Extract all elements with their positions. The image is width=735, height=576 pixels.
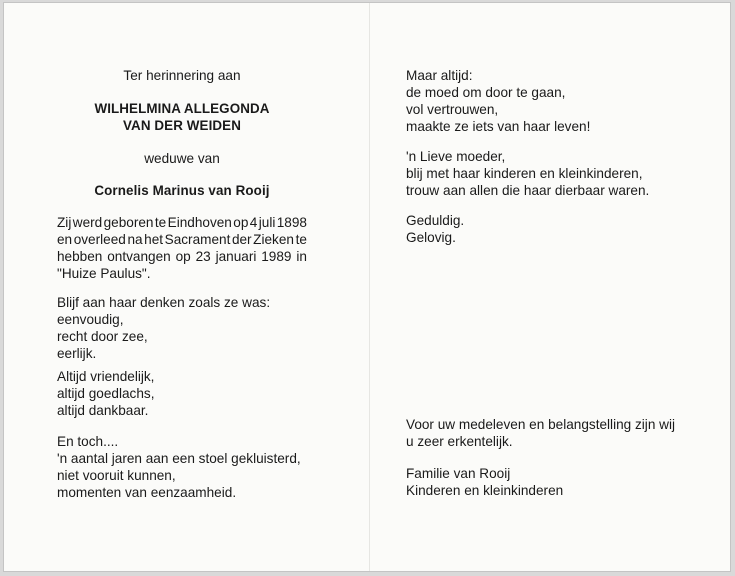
poem-line: de moed om door te gaan, [406,85,566,100]
deceased-name-line1: WILHELMINA ALLEGONDA [94,101,270,116]
intro-text: Ter herinnering aan [123,68,241,83]
poem-line: blij met haar kinderen en kleinkinderen, [406,166,643,181]
poem-line: Maar altijd: [406,68,473,83]
memorial-card [3,2,731,572]
birth-death-paragraph [57,214,307,282]
birth-line: "Huize Paulus". [57,266,151,281]
poem-line: En toch.... [57,434,119,449]
husband-name: Cornelis Marinus van Rooij [94,183,270,198]
poem-line: Blijf aan haar denken zoals ze was: [57,295,271,310]
poem-stanza-2 [57,368,155,419]
poem-line: momenten van eenzaamheid. [57,485,237,500]
signature-line: Kinderen en kleinkinderen [406,483,564,498]
poem-line: trouw aan allen die haar dierbaar waren. [406,183,650,198]
poem-stanza-4 [406,67,590,135]
poem-line: niet vooruit kunnen, [57,468,176,483]
poem-stanza-6 [406,212,464,246]
poem-line: recht door zee, [57,329,148,344]
poem-line: eenvoudig, [57,312,124,327]
family-signature [406,465,563,499]
poem-stanza-5 [406,148,649,199]
poem-stanza-1 [57,294,270,362]
thanks-paragraph [406,416,675,450]
poem-line: Geduldig. [406,213,465,228]
poem-stanza-3 [57,433,301,501]
thanks-line: Voor uw medeleven en belangstelling zijn wij [406,417,676,432]
poem-line: Altijd vriendelijk, [57,369,155,384]
poem-line: altijd goedlachs, [57,386,155,401]
birth-line: Zij werd geboren te Eindhoven op 4 juli 1898 [57,215,307,230]
poem-line: vol vertrouwen, [406,102,499,117]
poem-line: altijd dankbaar. [57,403,149,418]
poem-line: Gelovig. [406,230,456,245]
signature-line: Familie van Rooij [406,466,511,481]
thanks-line: u zeer erkentelijk. [406,434,513,449]
birth-line: en overleed na het Sacrament der Zieken te [57,232,307,247]
birth-line: hebben ontvangen op 23 januari 1989 in [57,249,307,264]
poem-line: eerlijk. [57,346,97,361]
poem-line: 'n Lieve moeder, [406,149,506,164]
widow-of-text: weduwe van [144,151,220,166]
poem-line: 'n aantal jaren aan een stoel gekluisterd, [57,451,301,466]
card-fold-line [369,3,370,571]
deceased-name-line2: VAN DER WEIDEN [123,118,241,133]
poem-line: maakte ze iets van haar leven! [406,119,591,134]
